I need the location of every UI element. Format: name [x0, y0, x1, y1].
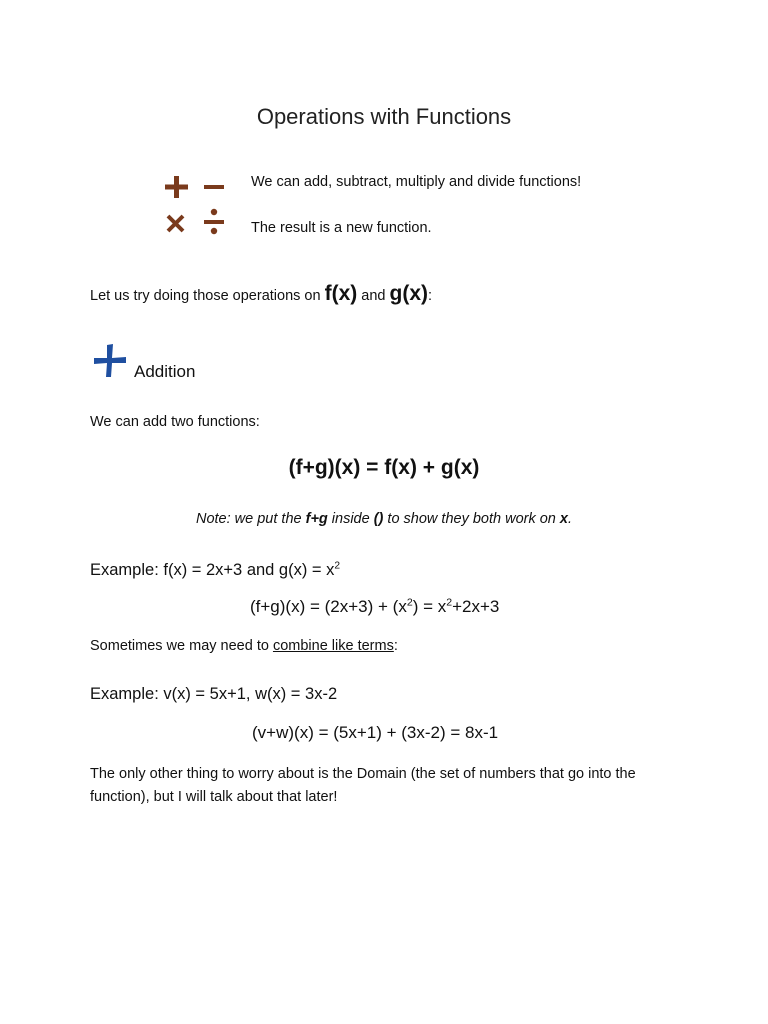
- intro-line-2: The result is a new function.: [251, 220, 432, 236]
- example-2: Example: v(x) = 5x+1, w(x) = 3x-2: [90, 685, 338, 703]
- note-text: [0, 511, 768, 527]
- g-of-x: g(x): [389, 282, 428, 305]
- section-heading-addition: Addition: [134, 362, 196, 381]
- divide-icon: [204, 209, 224, 234]
- domain-note: The only other thing to worry about is the Domain (the set of numbers that go into the function), but I will talk about that later!: [90, 766, 636, 805]
- example-1-text: Example: f(x) = 2x+3 and g(x) = x: [90, 561, 335, 579]
- try-line-prefix: Let us try doing those operations on: [90, 288, 325, 304]
- addition-intro: We can add two functions:: [90, 414, 260, 430]
- calculation-1: [250, 597, 499, 617]
- calc-part: ) = x: [412, 597, 447, 616]
- combine-terms-line: [90, 638, 398, 654]
- calc-part: (f+g)(x) = (2x+3) + (x: [250, 597, 407, 616]
- minus-icon: [204, 185, 224, 189]
- plus-icon: [165, 176, 188, 198]
- page-title: Operations with Functions: [256, 104, 512, 129]
- try-line: [90, 282, 432, 306]
- intro-line-1: We can add, subtract, multiply and divide functions!: [251, 174, 582, 190]
- note-fg: f+g: [305, 511, 328, 527]
- combine-like-terms-link[interactable]: combine like terms: [272, 638, 394, 654]
- note-x: x: [559, 511, 568, 527]
- exponent: 2: [334, 560, 341, 572]
- combine-suffix: :: [393, 638, 398, 654]
- math-operators-icon: [160, 172, 230, 242]
- note-part: .: [567, 511, 573, 527]
- example-1: [90, 561, 340, 580]
- combine-prefix: Sometimes we may need to: [90, 638, 273, 654]
- blue-plus-icon: [92, 342, 128, 378]
- f-of-x: f(x): [324, 282, 358, 305]
- times-icon: [168, 216, 183, 231]
- note-part: to show they both work on: [383, 511, 560, 527]
- exponent: 2: [446, 596, 453, 609]
- note-part: inside: [327, 511, 374, 527]
- calc-part: +2x+3: [452, 597, 500, 616]
- addition-formula: (f+g)(x) = f(x) + g(x): [288, 456, 480, 479]
- note-parens: (): [373, 511, 384, 527]
- calculation-2: (v+w)(x) = (5x+1) + (3x-2) = 8x-1: [252, 723, 499, 742]
- try-line-suffix: :: [428, 288, 433, 304]
- note-part: Note: we put the: [195, 511, 306, 527]
- exponent: 2: [406, 596, 413, 609]
- try-line-and: and: [357, 288, 390, 304]
